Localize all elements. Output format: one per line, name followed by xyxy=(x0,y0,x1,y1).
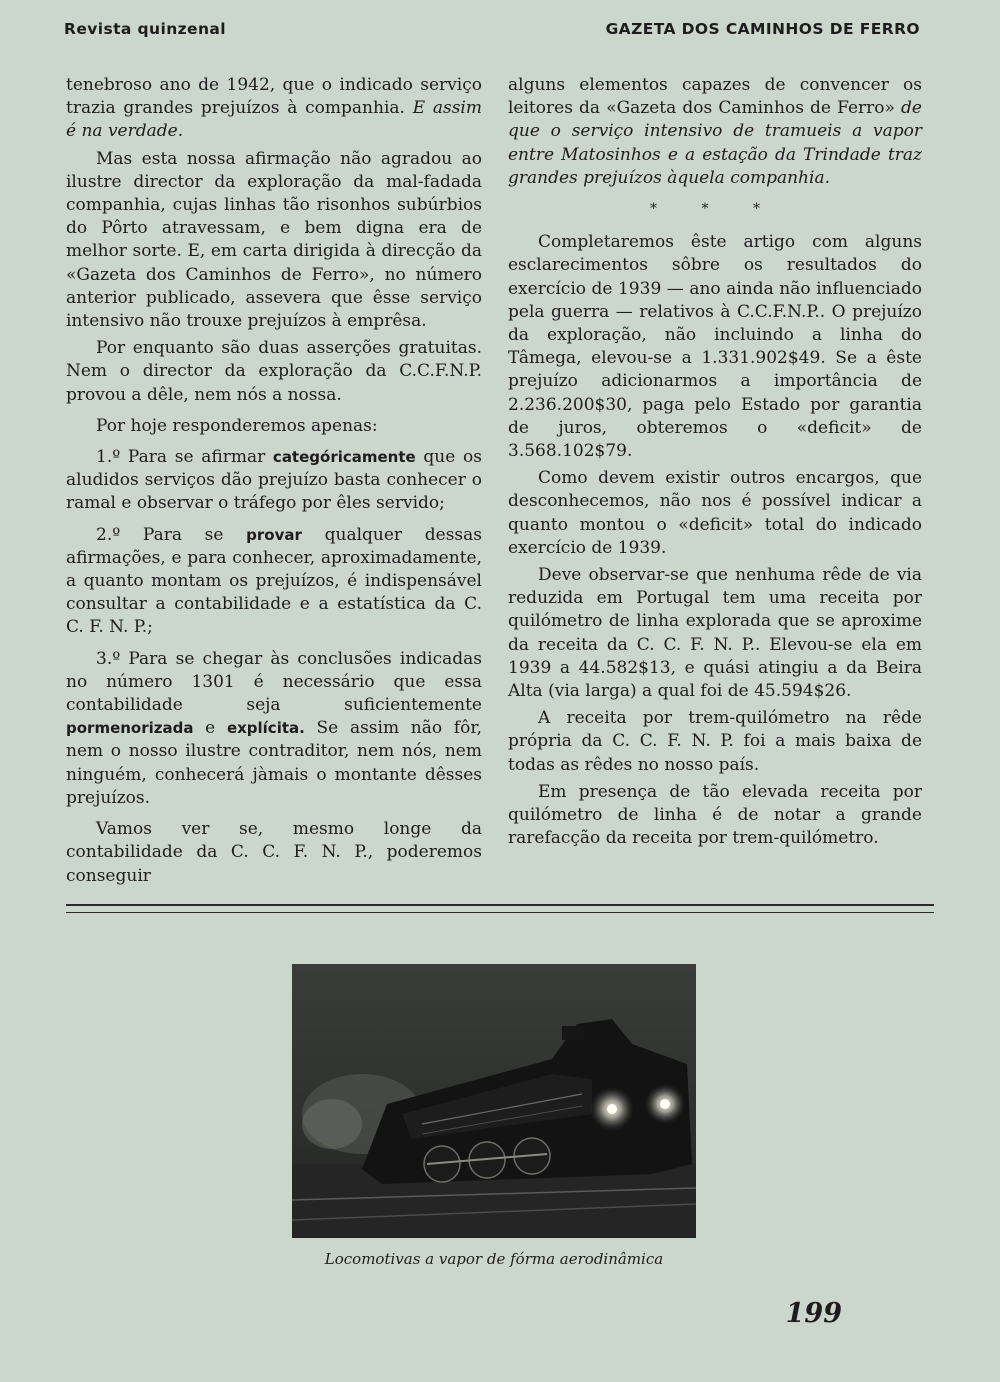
emphasis-text: de que o serviço intensivo de tramueis a vapor entre Matosinhos e a estação da Trindade traz grandes prejuízos àquela companhia. xyxy=(508,98,922,188)
paragraph xyxy=(66,74,482,144)
text: 1.º Para se afirmar xyxy=(96,447,273,468)
locomotive-photo xyxy=(292,964,696,1238)
text: 3.º Para se chegar às conclusões indicadas no número 1301 é necessário que essa contabilidade seja suficientemente xyxy=(66,648,482,716)
header-left: Revista quinzenal xyxy=(64,20,226,38)
paragraph: Por hoje responderemos apenas: xyxy=(96,415,378,436)
paragraph: Em presença de tão elevada receita por quilómetro de linha é de notar a grande rarefacção da receita por trem-quilómetro. xyxy=(508,781,922,849)
paragraph: Mas esta nossa afirmação não agradou ao ilustre director da exploração da mal-fadada companhia, cujas linhas tão risonhos subúrbios do Pôrto atravessam, e bem digna era de melhor sorte. E, em carta dirigida à direcção da «Gazeta dos Caminhos de Ferro», no número anterior publicado, assevera que êsse serviço intensivo não trouxe prejuízos à emprêsa. xyxy=(66,148,482,332)
list-item xyxy=(66,648,482,810)
list-item xyxy=(66,446,482,516)
text: que os aludidos serviços dão prejuízo basta conhecer o ramal e observar o tráfego por êles servido; xyxy=(66,447,482,514)
paragraph: A receita por trem-quilómetro na rêde própria da C. C. F. N. P. foi a mais baixa de todas as rêdes no nosso país. xyxy=(508,708,922,775)
paragraph: Como devem existir outros encargos, que desconhecemos, não nos é possível indicar a quanto montou o «deficit» total do indicado exercício de 1939. xyxy=(508,468,922,558)
horizontal-rule xyxy=(66,904,934,913)
header-right: GAZETA DOS CAMINHOS DE FERRO xyxy=(605,20,920,38)
paragraph: Deve observar-se que nenhuma rêde de via reduzida em Portugal tem uma receita por quilómetro de linha explorada que se aproxime da receita da C. C. F. N. P.. Elevou-se ela em 1939 a 44.582$13, e quási atingiu a da Beira Alta (via larga) a qual foi de 45.594$26. xyxy=(508,565,922,702)
bold-keyword: provar xyxy=(246,525,302,544)
text: alguns elementos capazes de convencer os leitores da «Gazeta dos Caminhos de Ferro» xyxy=(508,75,922,119)
paragraph xyxy=(508,74,922,190)
emphasis-text: E assim é na verdade. xyxy=(66,98,482,142)
photo-caption: Locomotivas a vapor de fórma aerodinâmica xyxy=(324,1250,664,1268)
page-number: 199 xyxy=(785,1298,842,1329)
bold-keyword: categóricamente xyxy=(272,448,416,467)
running-header xyxy=(64,20,920,44)
list-item xyxy=(66,524,482,640)
section-separator: * * * xyxy=(650,201,780,218)
right-column xyxy=(508,74,922,855)
paragraph: Vamos ver se, mesmo longe da contabilidade da C. C. F. N. P., poderemos conseguir xyxy=(66,819,482,886)
bold-keyword: pormenorizada xyxy=(66,719,194,738)
paragraph: Completaremos êste artigo com alguns esclarecimentos sôbre os resultados do exercício de 1939 — ano ainda não influenciado pela guerra — relativos à C.C.F.N.P.. O prejuízo da exploração, não incluindo a linha do Tâmega, elevou-se a 1.331.902$49. Se a êste prejuízo adicionarmos a importância de 2.236.200$30, paga pelo Estado por garantia de juros, obteremos o «deficit» de 3.568.102$79. xyxy=(508,232,922,462)
text: 2.º Para se xyxy=(96,524,247,545)
text: e xyxy=(193,718,227,739)
text: Se assim não fôr, nem o nosso ilustre contraditor, nem nós, nem ninguém, conhecerá jàmais o montante dêsses prejuízos. xyxy=(66,718,482,808)
text: qualquer dessas afirmações, e para conhecer, aproximadamente, a quanto montam os prejuízos, é indispensável consultar a contabilidade e a estatística da C. C. F. N. P.; xyxy=(66,524,482,638)
left-column xyxy=(66,74,482,892)
text: tenebroso ano de 1942, que o indicado serviço trazia grandes prejuízos à companhia. xyxy=(66,75,482,119)
bold-keyword: explícita. xyxy=(226,719,305,738)
paragraph: Por enquanto são duas asserções gratuitas. Nem o director da exploração da C.C.F.N.P. provou a dêle, nem nós a nossa. xyxy=(66,338,482,405)
